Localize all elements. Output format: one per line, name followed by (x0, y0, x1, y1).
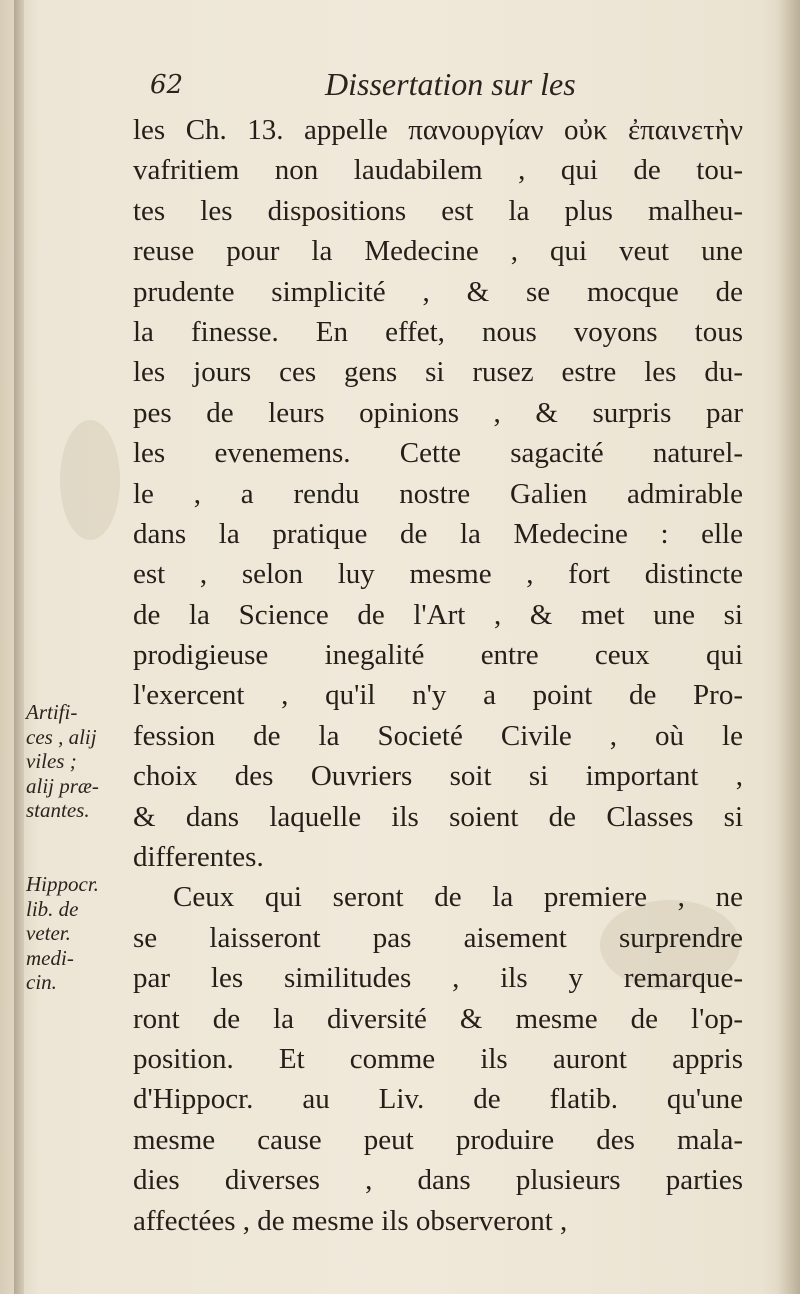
text-line: par les similitudes , ils y remarque- (133, 962, 743, 995)
text-line: pes de leurs opinions , & surpris par (133, 396, 743, 429)
text-line: l'exercent , qu'il n'y a point de Pro- (133, 679, 743, 712)
text-line: choix des Ouvriers soit si important , (133, 760, 743, 793)
sidenote-line: lib. de (26, 896, 79, 921)
text-line: ront de la diversité & mesme de l'op- (133, 1002, 743, 1035)
sidenote-line: viles ; (26, 749, 77, 773)
text-line: d'Hippocr. au Liv. de flatib. qu'une (133, 1083, 743, 1116)
text-line: position. Et comme ils auront appris (133, 1042, 743, 1075)
text-line: dans la pratique de la Medecine : elle (133, 517, 743, 550)
text-line: tes les dispositions est la plus malheu- (133, 194, 743, 227)
sidenote-artifices (26, 700, 124, 823)
page-edge-shadow (778, 0, 800, 1294)
text-line: reuse pour la Medecine , qui veut une (133, 235, 743, 268)
sidenote-line: ces , alij (26, 724, 97, 749)
text-line: les evenemens. Cette sagacité naturel- (133, 437, 743, 470)
page-header (0, 66, 800, 110)
text-line: prudente simplicité , & se mocque de (133, 275, 743, 308)
page-spine-shadow (14, 0, 24, 1294)
running-title: Dissertation sur les (325, 66, 576, 102)
text-line: & dans laquelle ils soient de Classes si (133, 800, 743, 833)
sidenote-hippocrates (26, 872, 124, 995)
body-text (133, 110, 743, 1241)
paper-stain (60, 420, 120, 540)
sidenote-line: alij præ- (26, 773, 99, 798)
page-number: 62 (150, 70, 184, 100)
text-line: les jours ces gens si rusez estre les du- (133, 356, 743, 389)
text-line: est , selon luy mesme , fort distincte (133, 558, 743, 591)
text-line: fession de la Societé Civile , où le (133, 719, 743, 752)
text-line: mesme cause peut produire des mala- (133, 1123, 743, 1156)
text-line: dies diverses , dans plusieurs parties (133, 1164, 743, 1197)
sidenote-line: medi- (26, 945, 74, 970)
text-line: de la Science de l'Art , & met une si (133, 598, 743, 631)
text-line: affectées , de mesme ils observeront , (133, 1204, 568, 1237)
text-line: se laisseront pas aisement surprendre (133, 921, 743, 954)
sidenote-line: Artifi- (26, 700, 78, 724)
sidenote-line: Hippocr. (26, 872, 99, 896)
text-line: differentes. (133, 841, 264, 874)
text-line: prodigieuse inegalité entre ceux qui (133, 639, 743, 672)
sidenote-line: stantes. (26, 798, 90, 822)
sidenote-line: cin. (26, 970, 57, 994)
text-line: vafritiem non laudabilem , qui de tou- (133, 154, 743, 187)
text-line: le , a rendu nostre Galien admirable (133, 477, 743, 510)
text-line: les Ch. 13. appelle πανουργίαν οὐκ ἐπαινετὴν (133, 114, 743, 146)
sidenote-line: veter. (26, 921, 71, 945)
text-line: la finesse. En effet, nous voyons tous (133, 315, 743, 348)
text-line: Ceux qui seront de la premiere , ne (173, 881, 743, 914)
